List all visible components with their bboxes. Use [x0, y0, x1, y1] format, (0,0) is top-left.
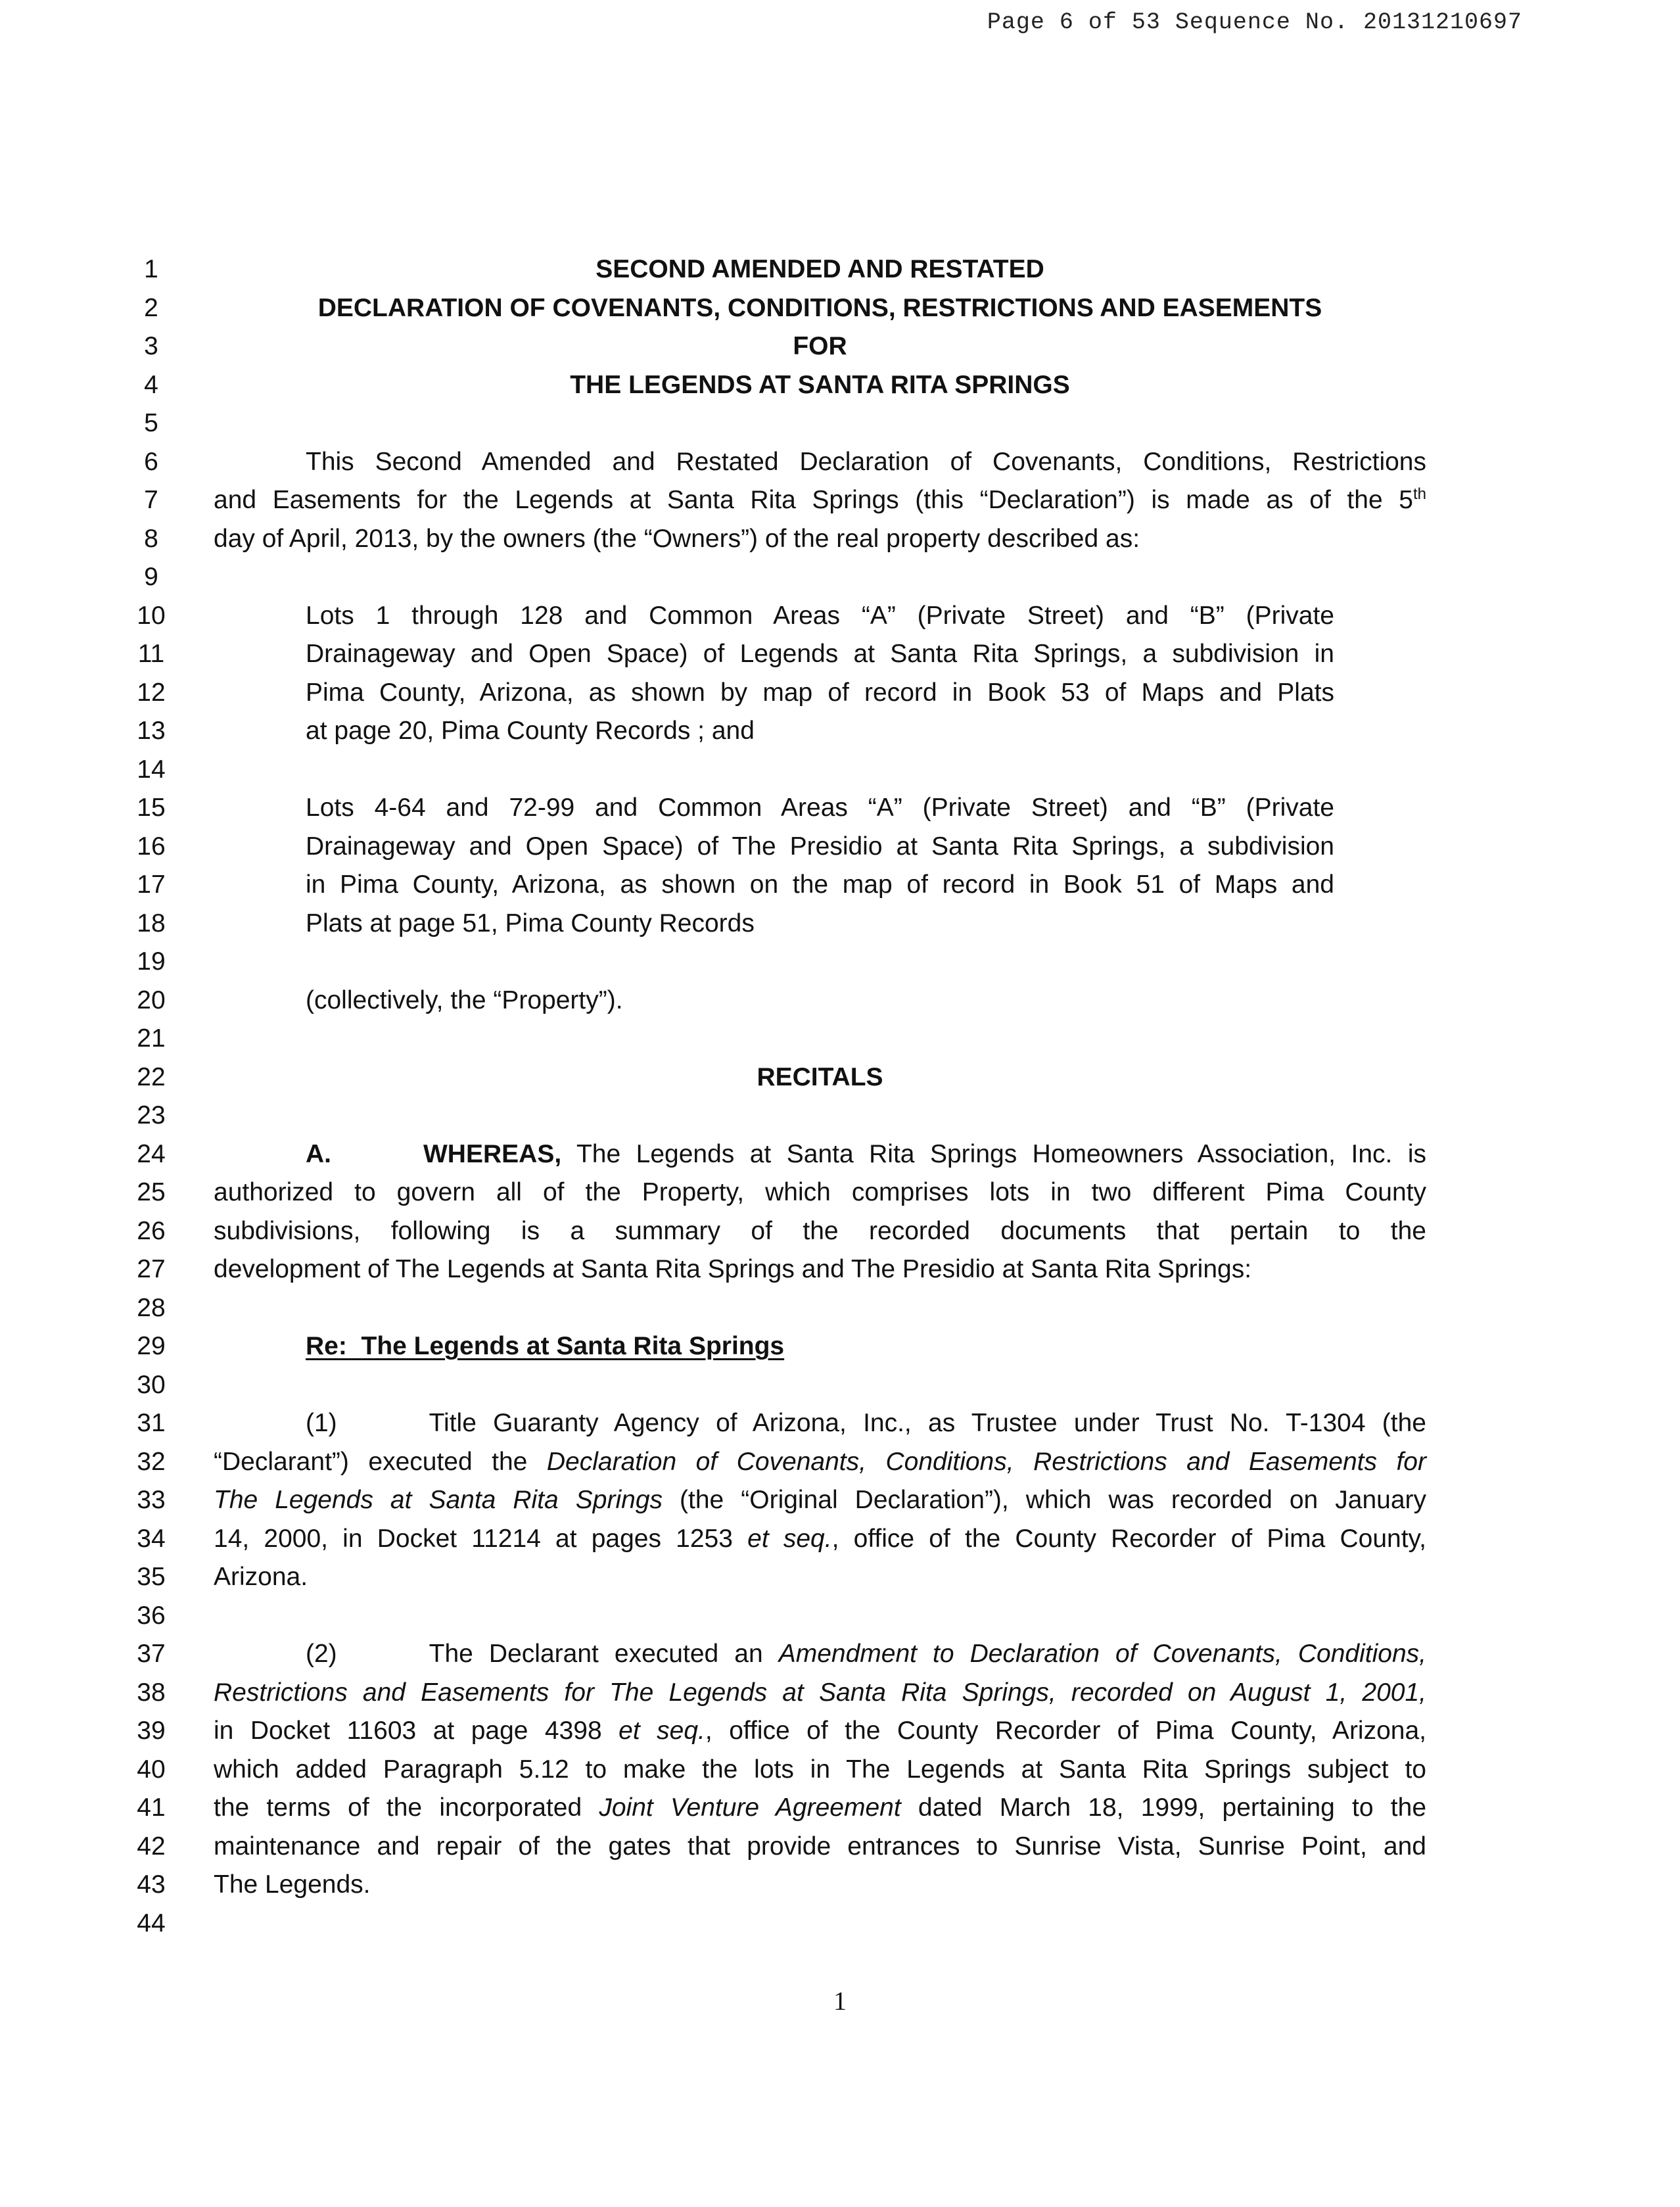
item-2-line-5: the terms of the incorporated Joint Venture Agreement dated March 18, 1999, pertaining to the: [214, 1793, 1427, 1822]
line-number: 23: [137, 1101, 166, 1129]
item-1-line-5: Arizona.: [214, 1563, 308, 1591]
recital-a-line-3: subdivisions, following is a summary of the recorded documents that pertain to the: [214, 1217, 1426, 1245]
property-a-line-1: Lots 1 through 128 and Common Areas “A” (Private Street) and “B” (Private: [306, 602, 1334, 630]
property-b-line-3: in Pima County, Arizona, as shown on the map of record in Book 51 of Maps and: [306, 870, 1334, 899]
line-number: 40: [137, 1755, 166, 1784]
line-number: 24: [137, 1139, 166, 1168]
line-number: 37: [137, 1640, 166, 1668]
line-number: 9: [144, 563, 158, 591]
line-number: 31: [137, 1409, 166, 1437]
intro-line-1: This Second Amended and Restated Declaration of Covenants, Conditions, Restrictions: [306, 448, 1426, 476]
line-number: 18: [137, 909, 166, 937]
line-number: 14: [137, 755, 166, 784]
line-number: 13: [137, 717, 166, 745]
line-number: 4: [144, 370, 158, 399]
item-2-line-4: which added Paragraph 5.12 to make the lots in The Legends at Santa Rita Springs subject to: [214, 1755, 1426, 1784]
recital-a-line-4: development of The Legends at Santa Rita Springs and The Presidio at Santa Rita Springs:: [214, 1255, 1252, 1283]
line-number: 10: [137, 601, 166, 630]
line-number: 38: [137, 1678, 166, 1707]
line-number: 6: [144, 447, 158, 476]
line-number: 12: [137, 678, 166, 707]
line-number: 2: [144, 293, 158, 322]
item-1-line-4: 14, 2000, in Docket 11214 at pages 1253 et seq., office of the County Recorder of Pima County,: [214, 1525, 1426, 1553]
line-number: 25: [137, 1178, 166, 1206]
recital-a-line-1: A. WHEREAS, The Legends at Santa Rita Springs Homeowners Association, Inc. is: [306, 1140, 1426, 1168]
title-line-1: SECOND AMENDED AND RESTATED: [595, 255, 1044, 283]
line-number: 19: [137, 947, 166, 976]
line-number: 11: [137, 640, 165, 668]
line-number: 22: [137, 1062, 166, 1091]
line-number: 8: [144, 524, 158, 553]
line-number: 33: [137, 1486, 166, 1514]
intro-line-3: day of April, 2013, by the owners (the “Owners”) of the real property described as:: [214, 525, 1140, 553]
title-line-3: FOR: [793, 332, 847, 360]
line-number: 7: [144, 486, 158, 514]
property-b-line-1: Lots 4-64 and 72-99 and Common Areas “A” (Private Street) and “B” (Private: [306, 794, 1334, 822]
line-number: 36: [137, 1601, 166, 1630]
property-a-line-2: Drainageway and Open Space) of Legends at Santa Rita Springs, a subdivision in: [306, 640, 1334, 668]
property-a-line-4: at page 20, Pima County Records ; and: [306, 717, 755, 745]
recitals-heading: RECITALS: [757, 1063, 883, 1091]
legends-subheading: Re: The Legends at Santa Rita Springs: [306, 1332, 785, 1360]
item-2-line-1: (2) The Declarant executed an Amendment to Declaration of Covenants, Conditions,: [306, 1640, 1426, 1668]
item-1-line-1: (1) Title Guaranty Agency of Arizona, Inc., as Trustee under Trust No. T-1304 (the: [306, 1409, 1426, 1437]
line-number: 15: [137, 794, 166, 822]
line-number: 26: [137, 1216, 166, 1245]
line-number: 42: [137, 1832, 166, 1861]
item-2-line-7: The Legends.: [214, 1870, 371, 1899]
item-2-line-2: Restrictions and Easements for The Legends at Santa Rita Springs, recorded on August 1, 2001,: [214, 1678, 1426, 1707]
line-number: 21: [137, 1024, 166, 1053]
line-number: 20: [137, 985, 166, 1014]
recital-a-line-2: authorized to govern all of the Property, which comprises lots in two different Pima County: [214, 1178, 1426, 1206]
title-line-4: THE LEGENDS AT SANTA RITA SPRINGS: [570, 371, 1070, 399]
page-sequence-header: Page 6 of 53 Sequence No. 20131210697: [987, 9, 1522, 36]
line-number: 17: [137, 870, 166, 899]
line-number: 5: [144, 409, 158, 437]
intro-line-2: and Easements for the Legends at Santa Rita Springs (this “Declaration”) is made as of the 5th: [214, 485, 1426, 514]
page-number: 1: [833, 1986, 847, 2016]
line-number: 3: [144, 332, 158, 360]
line-number: 35: [137, 1563, 166, 1591]
item-2-line-3: in Docket 11603 at page 4398 et seq., office of the County Recorder of Pima County, Arizona,: [214, 1717, 1426, 1745]
item-1-line-2: “Declarant”) executed the Declaration of Covenants, Conditions, Restrictions and Easements for: [214, 1448, 1426, 1476]
line-number: 16: [137, 832, 166, 861]
line-number: 34: [137, 1524, 166, 1553]
line-number: 32: [137, 1447, 166, 1476]
line-number: 39: [137, 1717, 166, 1745]
title-line-2: DECLARATION OF COVENANTS, CONDITIONS, RESTRICTIONS AND EASEMENTS: [317, 294, 1322, 322]
line-number: 27: [137, 1255, 166, 1283]
property-b-line-4: Plats at page 51, Pima County Records: [306, 909, 755, 937]
line-number: 43: [137, 1870, 166, 1899]
line-number: 41: [137, 1793, 166, 1822]
item-2-line-6: maintenance and repair of the gates that provide entrances to Sunrise Vista, Sunrise Point, and: [214, 1832, 1426, 1861]
property-a-line-3: Pima County, Arizona, as shown by map of record in Book 53 of Maps and Plats: [306, 678, 1334, 707]
line-number: 44: [137, 1909, 166, 1937]
property-b-line-2: Drainageway and Open Space) of The Presidio at Santa Rita Springs, a subdivision: [306, 832, 1334, 861]
collectively-line: (collectively, the “Property”).: [306, 986, 623, 1014]
line-number: 1: [144, 255, 158, 283]
line-number: 28: [137, 1293, 166, 1322]
item-1-line-3: The Legends at Santa Rita Springs (the “Original Declaration”), which was recorded on January: [214, 1486, 1426, 1514]
line-number: 29: [137, 1332, 166, 1360]
line-number: 30: [137, 1370, 166, 1399]
